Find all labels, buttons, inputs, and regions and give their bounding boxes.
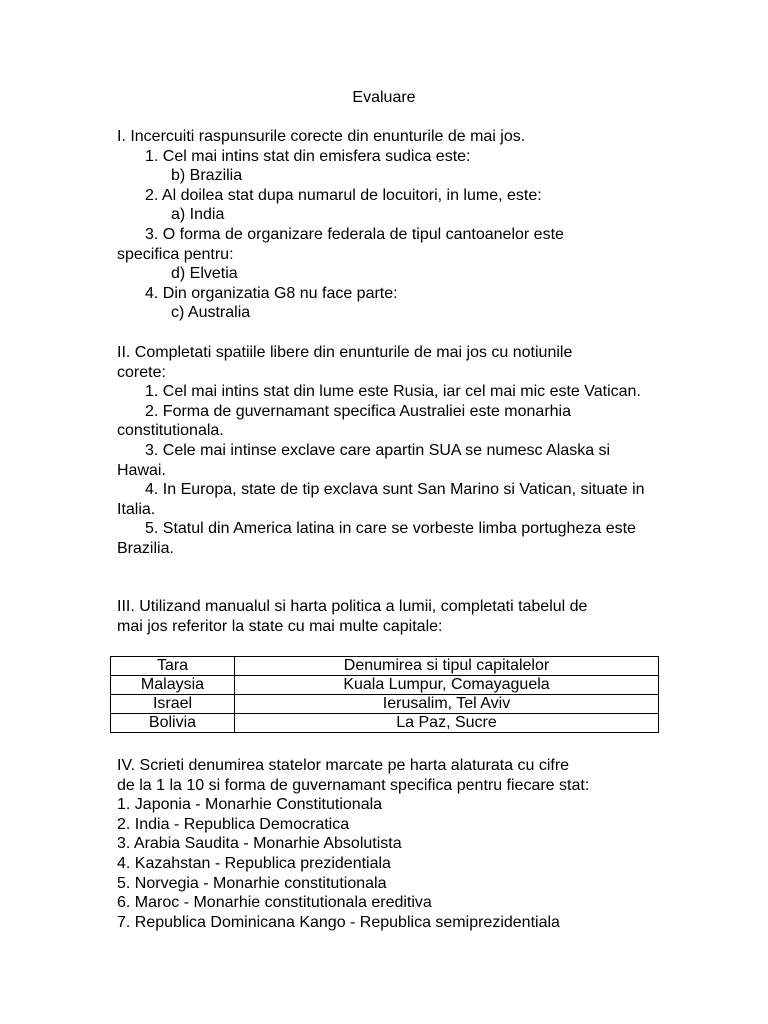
section-heading-continued: corete: bbox=[117, 363, 166, 381]
list-item: 7. Republica Dominicana Kango - Republica semiprezidentiala bbox=[117, 913, 560, 931]
country-cell: Malaysia bbox=[111, 676, 235, 695]
list-item: 4. Kazahstan - Republica prezidentiala bbox=[117, 854, 391, 872]
section-heading: IV. Scrieti denumirea statelor marcate pe harta alaturata cu cifre bbox=[117, 757, 570, 774]
table-row bbox=[111, 695, 659, 714]
list-item: 1. Japonia - Monarhie Constitutionala bbox=[117, 796, 383, 814]
section-heading-continued: mai jos referitor la state cu mai multe capitale: bbox=[117, 617, 443, 635]
column-header-capitals: Denumirea si tipul capitalelor bbox=[235, 657, 659, 676]
column-header-country: Tara bbox=[111, 657, 235, 676]
section-multiple-choice bbox=[117, 127, 657, 323]
question-text: 1. Cel mai intins stat din emisfera sudica este: bbox=[145, 147, 471, 165]
table-header-row bbox=[111, 657, 659, 676]
country-cell: Israel bbox=[111, 695, 235, 714]
list-item: 5. Norvegia - Monarhie constitutionala bbox=[117, 874, 387, 892]
section-heading: II. Completati spatiile libere din enunturile de mai jos cu notiunile bbox=[117, 344, 573, 361]
capitals-cell: Ierusalim, Tel Aviv bbox=[235, 695, 659, 714]
question-text: 2. Al doilea stat dupa numarul de locuitori, in lume, este: bbox=[145, 186, 542, 204]
section-heading-continued: de la 1 la 10 si forma de guvernamant specifica pentru fiecare stat: bbox=[117, 776, 590, 794]
country-cell: Bolivia bbox=[111, 714, 235, 733]
fill-in-item: 2. Forma de guvernamant specifica Australiei este monarhia constitutionala. bbox=[117, 402, 571, 440]
section-map-states bbox=[117, 756, 657, 932]
question-text: 3. O forma de organizare federala de tipul cantoanelor este bbox=[145, 225, 564, 243]
capitals-cell: Kuala Lumpur, Comayaguela bbox=[235, 676, 659, 695]
capitals-table bbox=[110, 656, 659, 733]
answer-text: b) Brazilia bbox=[171, 167, 243, 185]
question-text: 4. Din organizatia G8 nu face parte: bbox=[145, 284, 398, 302]
answer-text: d) Elvetia bbox=[171, 265, 238, 283]
fill-in-item: 5. Statul din America latina in care se vorbeste limba portugheza este Brazilia. bbox=[117, 520, 636, 557]
question-text-continued: specifica pentru: bbox=[117, 245, 234, 263]
answer-text: a) India bbox=[171, 206, 225, 224]
section-heading: I. Incercuiti raspunsurile corecte din enunturile de mai jos. bbox=[117, 128, 526, 145]
table-row bbox=[111, 676, 659, 695]
fill-in-item: 3. Cele mai intinse exclave care apartin SUA se numesc Alaska si Hawai. bbox=[117, 441, 611, 479]
section-fill-in bbox=[117, 343, 657, 559]
section-capitals bbox=[117, 597, 657, 636]
answer-text: c) Australia bbox=[171, 304, 251, 322]
list-item: 3. Arabia Saudita - Monarhie Absolutista bbox=[117, 835, 402, 853]
list-item: 2. India - Republica Democratica bbox=[117, 815, 350, 833]
capitals-cell: La Paz, Sucre bbox=[235, 714, 659, 733]
page-title: Evaluare bbox=[352, 89, 416, 106]
fill-in-item: 4. In Europa, state de tip exclava sunt San Marino si Vatican, situate in Italia. bbox=[117, 481, 645, 518]
fill-in-item: 1. Cel mai intins stat din lume este Rusia, iar cel mai mic este Vatican. bbox=[145, 383, 641, 401]
list-item: 6. Maroc - Monarhie constitutionala ereditiva bbox=[117, 894, 432, 912]
table-row bbox=[111, 714, 659, 733]
section-heading: III. Utilizand manualul si harta politica a lumii, completati tabelul de bbox=[117, 598, 588, 615]
